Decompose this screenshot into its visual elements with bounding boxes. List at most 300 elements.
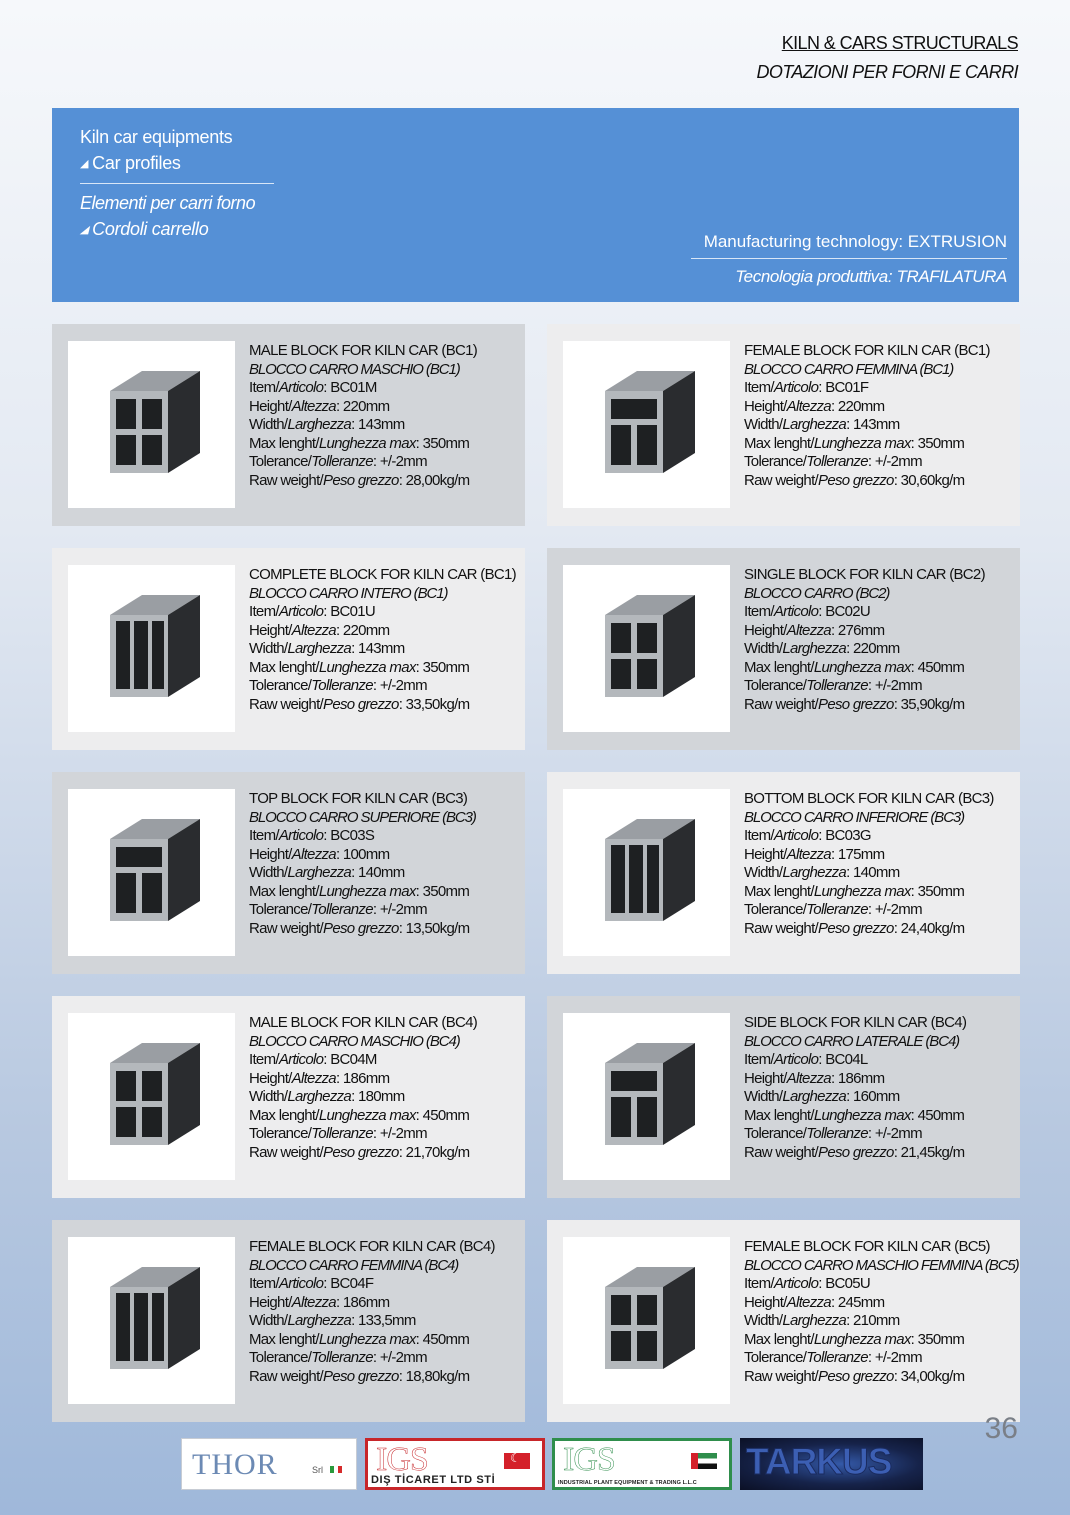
spec-value: : 450mm	[415, 1106, 470, 1124]
spec-height	[249, 622, 521, 641]
spec-label: Height/	[249, 1069, 292, 1087]
igs-uae-caption: INDUSTRIAL PLANT EQUIPMENT & TRADING L.L.C	[558, 1480, 697, 1486]
spec-value: : 18,80kg/m	[398, 1367, 470, 1385]
product-card	[52, 1220, 525, 1422]
spec-label: Height/	[744, 621, 787, 639]
thor-logo-text: THOR	[192, 1448, 278, 1481]
spec-label: Tolerance/	[744, 677, 807, 694]
spec-value: : 210mm	[846, 1312, 900, 1329]
spec-label-it: Tolleranze	[311, 1125, 373, 1142]
spec-label-it: Tolleranze	[806, 1349, 868, 1366]
spec-value: : +/-2mm	[372, 1125, 427, 1142]
spec-label-it: Lunghezza max	[318, 658, 416, 676]
spec-width	[249, 1312, 521, 1331]
spec-width	[249, 416, 521, 435]
spec-value: : 450mm	[415, 1330, 470, 1348]
spec-label-it: Lunghezza max	[813, 1106, 911, 1124]
spec-value: : BC01M	[323, 379, 377, 396]
spec-label-it: Altezza	[786, 397, 831, 415]
spec-value: : +/-2mm	[372, 901, 427, 918]
spec-label: Max lenght/	[744, 1330, 814, 1348]
spec-label: Raw weight/	[744, 471, 819, 489]
spec-label: Width/	[744, 640, 783, 657]
spec-value: : 186mm	[335, 1069, 390, 1087]
product-subtitle: BLOCCO CARRO MASCHIO FEMMINA (BC5)	[744, 1256, 1019, 1274]
spec-value: : 180mm	[351, 1088, 405, 1105]
thor-logo-suffix: Srl	[312, 1465, 323, 1475]
spec-value: : 245mm	[830, 1293, 885, 1311]
spec-label: Item/	[744, 1275, 774, 1292]
banner-divider	[691, 258, 1007, 259]
spec-label: Width/	[744, 1312, 783, 1329]
spec-value: : 160mm	[846, 1088, 900, 1105]
product-image	[563, 789, 730, 956]
spec-label-it: Peso grezzo	[323, 1367, 399, 1385]
spec-width	[744, 1312, 1016, 1331]
spec-weight	[744, 920, 1016, 939]
spec-label-it: Lunghezza max	[318, 882, 416, 900]
spec-height	[744, 846, 1016, 865]
product-title: FEMALE BLOCK FOR KILN CAR (BC5)	[744, 1238, 990, 1255]
spec-label-it: Peso grezzo	[323, 471, 399, 489]
spec-label-it: Articolo	[773, 379, 819, 396]
tarkus-logo	[740, 1438, 923, 1490]
spec-value: : 350mm	[415, 434, 470, 452]
spec-height	[249, 398, 521, 417]
spec-tolerance	[744, 901, 1016, 920]
spec-value: : +/-2mm	[372, 677, 427, 694]
spec-label: Max lenght/	[249, 1106, 319, 1124]
spec-label: Tolerance/	[744, 453, 807, 470]
spec-label-it: Tolleranze	[806, 677, 868, 694]
page-header	[757, 31, 1018, 89]
extrusion-profile-icon	[68, 789, 235, 956]
spec-tolerance	[249, 677, 521, 696]
spec-label-it: Altezza	[291, 1293, 336, 1311]
spec-label-it: Altezza	[786, 1293, 831, 1311]
spec-value: : BC03S	[323, 827, 375, 844]
product-title: FEMALE BLOCK FOR KILN CAR (BC1)	[744, 342, 990, 359]
product-title: MALE BLOCK FOR KILN CAR (BC4)	[249, 1014, 478, 1031]
spec-label: Width/	[249, 416, 288, 433]
spec-value: : 350mm	[415, 882, 470, 900]
igs-logo-text: IGS	[563, 1441, 615, 1478]
spec-item	[744, 603, 1016, 622]
spec-value: : 450mm	[910, 1106, 965, 1124]
spec-width	[249, 864, 521, 883]
product-subtitle: BLOCCO CARRO SUPERIORE (BC3)	[249, 808, 476, 826]
spec-label: Max lenght/	[744, 1106, 814, 1124]
spec-label: Height/	[744, 1069, 787, 1087]
spec-label: Item/	[744, 827, 774, 844]
spec-label: Item/	[249, 603, 279, 620]
spec-value: : BC04M	[323, 1051, 377, 1068]
spec-label: Tolerance/	[744, 1349, 807, 1366]
product-card	[52, 996, 525, 1198]
extrusion-profile-icon	[68, 1013, 235, 1180]
spec-height	[249, 1294, 521, 1313]
spec-label: Max lenght/	[744, 658, 814, 676]
spec-value: : BC01U	[323, 603, 376, 620]
spec-value: : 34,00kg/m	[893, 1367, 965, 1385]
spec-height	[249, 1070, 521, 1089]
spec-label-it: Larghezza	[287, 640, 352, 657]
spec-label: Item/	[744, 1051, 774, 1068]
spec-label: Width/	[744, 864, 783, 881]
spec-value: : +/-2mm	[867, 1349, 922, 1366]
spec-max-length	[249, 659, 521, 678]
product-card	[52, 548, 525, 750]
spec-value: : 24,40kg/m	[893, 919, 965, 937]
product-subtitle: BLOCCO CARRO INTERO (BC1)	[249, 584, 448, 602]
product-subtitle: BLOCCO CARRO MASCHIO (BC4)	[249, 1032, 460, 1050]
product-card	[52, 324, 525, 526]
spec-value: : BC02U	[818, 603, 871, 620]
spec-height	[744, 1294, 1016, 1313]
spec-max-length	[744, 883, 1016, 902]
tarkus-logo-text: TARKUS	[746, 1441, 892, 1482]
spec-label-it: Tolleranze	[311, 1349, 373, 1366]
spec-weight	[744, 1368, 1016, 1387]
spec-item	[744, 827, 1016, 846]
spec-max-length	[744, 1107, 1016, 1126]
spec-label-it: Peso grezzo	[323, 695, 399, 713]
spec-item	[249, 827, 521, 846]
category-it: Elementi per carri forno	[80, 193, 256, 213]
spec-label-it: Altezza	[291, 845, 336, 863]
spec-label-it: Articolo	[278, 827, 324, 844]
spec-label-it: Peso grezzo	[818, 695, 894, 713]
spec-value: : BC01F	[818, 379, 869, 396]
product-title: TOP BLOCK FOR KILN CAR (BC3)	[249, 790, 468, 807]
spec-height	[744, 398, 1016, 417]
spec-label: Height/	[249, 845, 292, 863]
spec-value: : 220mm	[335, 621, 390, 639]
spec-label-it: Peso grezzo	[323, 1143, 399, 1161]
spec-max-length	[249, 883, 521, 902]
product-specs	[744, 790, 1016, 938]
spec-value: : +/-2mm	[372, 453, 427, 470]
product-specs	[744, 342, 1016, 490]
spec-value: : 350mm	[910, 434, 965, 452]
igs-uae-logo	[552, 1438, 732, 1490]
extrusion-profile-icon	[563, 789, 730, 956]
spec-value: : 186mm	[830, 1069, 885, 1087]
spec-label-it: Lunghezza max	[813, 882, 911, 900]
spec-value: : 186mm	[335, 1293, 390, 1311]
product-title: MALE BLOCK FOR KILN CAR (BC1)	[249, 342, 478, 359]
spec-weight	[744, 696, 1016, 715]
spec-width	[744, 864, 1016, 883]
spec-item	[249, 379, 521, 398]
extrusion-profile-icon	[68, 565, 235, 732]
spec-label: Tolerance/	[249, 1349, 312, 1366]
thor-logo	[181, 1438, 357, 1490]
spec-value: : 13,50kg/m	[398, 919, 470, 937]
spec-label-it: Altezza	[786, 1069, 831, 1087]
product-image	[563, 565, 730, 732]
spec-width	[744, 416, 1016, 435]
spec-item	[249, 1275, 521, 1294]
extrusion-profile-icon	[68, 1237, 235, 1404]
product-subtitle: BLOCCO CARRO LATERALE (BC4)	[744, 1032, 960, 1050]
subcategory-it-row	[80, 216, 274, 243]
spec-max-length	[249, 1331, 521, 1350]
spec-label: Width/	[249, 1312, 288, 1329]
spec-label: Tolerance/	[249, 901, 312, 918]
spec-label-it: Articolo	[773, 1275, 819, 1292]
spec-value: : 28,00kg/m	[398, 471, 470, 489]
spec-label: Raw weight/	[249, 919, 324, 937]
spec-label-it: Articolo	[278, 1275, 324, 1292]
spec-label: Width/	[744, 1088, 783, 1105]
spec-label-it: Altezza	[291, 1069, 336, 1087]
spec-label-it: Tolleranze	[806, 453, 868, 470]
product-specs	[744, 1014, 1016, 1162]
spec-value: : 21,45kg/m	[893, 1143, 965, 1161]
spec-max-length	[744, 435, 1016, 454]
spec-value: : 220mm	[846, 640, 900, 657]
spec-value: : 140mm	[351, 864, 405, 881]
spec-label-it: Tolleranze	[806, 901, 868, 918]
product-specs	[249, 1238, 521, 1386]
spec-label: Height/	[744, 1293, 787, 1311]
spec-height	[744, 1070, 1016, 1089]
spec-value: : 143mm	[846, 416, 900, 433]
spec-label: Raw weight/	[744, 919, 819, 937]
spec-value: : 350mm	[910, 882, 965, 900]
spec-label-it: Peso grezzo	[323, 919, 399, 937]
igs-turkey-caption: DIŞ TİCARET LTD STİ	[371, 1474, 496, 1486]
italy-flag-icon	[330, 1466, 342, 1473]
igs-logo-text: IGS	[376, 1441, 428, 1478]
spec-label-it: Altezza	[291, 621, 336, 639]
spec-label-it: Larghezza	[782, 416, 847, 433]
spec-label: Item/	[249, 827, 279, 844]
spec-weight	[249, 1368, 521, 1387]
product-specs	[744, 566, 1016, 714]
spec-label-it: Articolo	[773, 827, 819, 844]
spec-label: Max lenght/	[249, 658, 319, 676]
spec-value: : 33,50kg/m	[398, 695, 470, 713]
category-banner	[52, 108, 1019, 302]
spec-label-it: Altezza	[786, 621, 831, 639]
spec-max-length	[744, 659, 1016, 678]
spec-value: : 143mm	[351, 640, 405, 657]
spec-item	[744, 379, 1016, 398]
product-image	[68, 1013, 235, 1180]
product-image	[563, 1237, 730, 1404]
spec-item	[744, 1275, 1016, 1294]
spec-label-it: Larghezza	[782, 864, 847, 881]
spec-label: Tolerance/	[744, 1125, 807, 1142]
spec-label-it: Lunghezza max	[813, 434, 911, 452]
extrusion-profile-icon	[563, 565, 730, 732]
spec-value: : 35,90kg/m	[893, 695, 965, 713]
spec-label-it: Lunghezza max	[813, 658, 911, 676]
spec-value: : 143mm	[351, 416, 405, 433]
spec-tolerance	[744, 453, 1016, 472]
spec-label-it: Peso grezzo	[818, 1143, 894, 1161]
spec-height	[744, 622, 1016, 641]
spec-value: : 220mm	[830, 397, 885, 415]
spec-max-length	[249, 1107, 521, 1126]
product-subtitle: BLOCCO CARRO FEMMINA (BC1)	[744, 360, 954, 378]
spec-label: Raw weight/	[744, 1143, 819, 1161]
spec-value: : +/-2mm	[867, 677, 922, 694]
spec-label: Height/	[744, 397, 787, 415]
banner-categories	[80, 124, 274, 243]
product-subtitle: BLOCCO CARRO INFERIORE (BC3)	[744, 808, 965, 826]
spec-value: : +/-2mm	[372, 1349, 427, 1366]
spec-tolerance	[744, 677, 1016, 696]
product-subtitle: BLOCCO CARRO FEMMINA (BC4)	[249, 1256, 459, 1274]
spec-label: Tolerance/	[249, 1125, 312, 1142]
product-card	[547, 996, 1020, 1198]
product-image	[68, 1237, 235, 1404]
spec-value: : BC03G	[818, 827, 871, 844]
banner-divider	[80, 183, 274, 184]
spec-label-it: Tolleranze	[311, 677, 373, 694]
spec-width	[744, 640, 1016, 659]
spec-label: Item/	[744, 379, 774, 396]
spec-item	[744, 1051, 1016, 1070]
spec-label-it: Tolleranze	[311, 901, 373, 918]
spec-label: Width/	[744, 416, 783, 433]
spec-label-it: Larghezza	[287, 1312, 352, 1329]
technology-en: Manufacturing technology: EXTRUSION	[703, 232, 1007, 251]
spec-label-it: Articolo	[278, 603, 324, 620]
product-image	[68, 341, 235, 508]
product-image	[68, 565, 235, 732]
spec-weight	[249, 1144, 521, 1163]
product-card	[547, 772, 1020, 974]
spec-label: Max lenght/	[249, 434, 319, 452]
spec-label: Tolerance/	[744, 901, 807, 918]
spec-label: Raw weight/	[249, 1367, 324, 1385]
spec-value: : +/-2mm	[867, 453, 922, 470]
spec-label: Height/	[249, 397, 292, 415]
spec-label: Max lenght/	[249, 882, 319, 900]
product-specs	[744, 1238, 1019, 1386]
spec-value: : BC04L	[818, 1051, 868, 1068]
spec-value: : 276mm	[830, 621, 885, 639]
subcategory-en: Car profiles	[92, 153, 181, 173]
spec-label-it: Peso grezzo	[818, 1367, 894, 1385]
spec-label: Width/	[249, 640, 288, 657]
spec-label-it: Articolo	[278, 1051, 324, 1068]
spec-value: : 350mm	[910, 1330, 965, 1348]
extrusion-profile-icon	[68, 341, 235, 508]
spec-weight	[249, 696, 521, 715]
product-subtitle: BLOCCO CARRO MASCHIO (BC1)	[249, 360, 460, 378]
product-card	[547, 548, 1020, 750]
spec-label-it: Lunghezza max	[813, 1330, 911, 1348]
product-title: COMPLETE BLOCK FOR KILN CAR (BC1)	[249, 566, 516, 583]
spec-label-it: Articolo	[278, 379, 324, 396]
spec-height	[249, 846, 521, 865]
spec-label: Max lenght/	[744, 434, 814, 452]
spec-value: : 140mm	[846, 864, 900, 881]
spec-label: Item/	[249, 379, 279, 396]
triangle-icon: ◢	[80, 158, 89, 170]
spec-label-it: Larghezza	[782, 1312, 847, 1329]
category-en: Kiln car equipments	[80, 127, 233, 147]
spec-label: Raw weight/	[249, 1143, 324, 1161]
igs-turkey-logo	[365, 1438, 545, 1490]
spec-value: : 175mm	[830, 845, 885, 863]
subcategory-en-row	[80, 150, 274, 177]
subcategory-it: Cordoli carrello	[92, 219, 209, 239]
spec-label: Tolerance/	[249, 677, 312, 694]
spec-label: Height/	[249, 1293, 292, 1311]
spec-max-length	[249, 435, 521, 454]
spec-value: : +/-2mm	[867, 1125, 922, 1142]
spec-label: Raw weight/	[744, 1367, 819, 1385]
spec-weight	[744, 472, 1016, 491]
spec-weight	[249, 920, 521, 939]
spec-label-it: Altezza	[291, 397, 336, 415]
spec-value: : +/-2mm	[867, 901, 922, 918]
spec-value: : 21,70kg/m	[398, 1143, 470, 1161]
spec-tolerance	[249, 453, 521, 472]
spec-item	[249, 603, 521, 622]
spec-value: : 133,5mm	[351, 1312, 416, 1329]
spec-tolerance	[249, 1349, 521, 1368]
product-specs	[249, 566, 521, 714]
spec-width	[249, 640, 521, 659]
spec-label-it: Larghezza	[287, 1088, 352, 1105]
spec-label-it: Articolo	[773, 603, 819, 620]
product-card	[547, 324, 1020, 526]
spec-label-it: Larghezza	[782, 1088, 847, 1105]
spec-label-it: Larghezza	[287, 864, 352, 881]
spec-value: : 450mm	[910, 658, 965, 676]
spec-label: Width/	[249, 1088, 288, 1105]
spec-label-it: Tolleranze	[806, 1125, 868, 1142]
uae-flag-icon	[691, 1453, 717, 1469]
spec-label-it: Lunghezza max	[318, 1330, 416, 1348]
product-card	[52, 772, 525, 974]
spec-label: Max lenght/	[249, 1330, 319, 1348]
spec-label: Item/	[249, 1051, 279, 1068]
spec-label: Width/	[249, 864, 288, 881]
spec-label: Raw weight/	[744, 695, 819, 713]
spec-width	[249, 1088, 521, 1107]
spec-label: Tolerance/	[249, 453, 312, 470]
product-title: SIDE BLOCK FOR KILN CAR (BC4)	[744, 1014, 967, 1031]
header-title-it: DOTAZIONI PER FORNI E CARRI	[756, 62, 1018, 82]
spec-label-it: Articolo	[773, 1051, 819, 1068]
spec-tolerance	[744, 1349, 1016, 1368]
spec-value: : BC04F	[323, 1275, 374, 1292]
product-specs	[249, 342, 521, 490]
product-title: BOTTOM BLOCK FOR KILN CAR (BC3)	[744, 790, 994, 807]
product-image	[68, 789, 235, 956]
spec-label: Height/	[744, 845, 787, 863]
spec-label: Raw weight/	[249, 695, 324, 713]
product-card	[547, 1220, 1020, 1422]
extrusion-profile-icon	[563, 1013, 730, 1180]
product-image	[563, 1013, 730, 1180]
spec-item	[249, 1051, 521, 1070]
turkey-flag-icon	[504, 1453, 530, 1469]
spec-label: Raw weight/	[249, 471, 324, 489]
banner-technology	[691, 230, 1007, 289]
spec-label-it: Peso grezzo	[818, 471, 894, 489]
technology-it: Tecnologia produttiva: TRAFILATURA	[735, 267, 1007, 286]
spec-weight	[249, 472, 521, 491]
